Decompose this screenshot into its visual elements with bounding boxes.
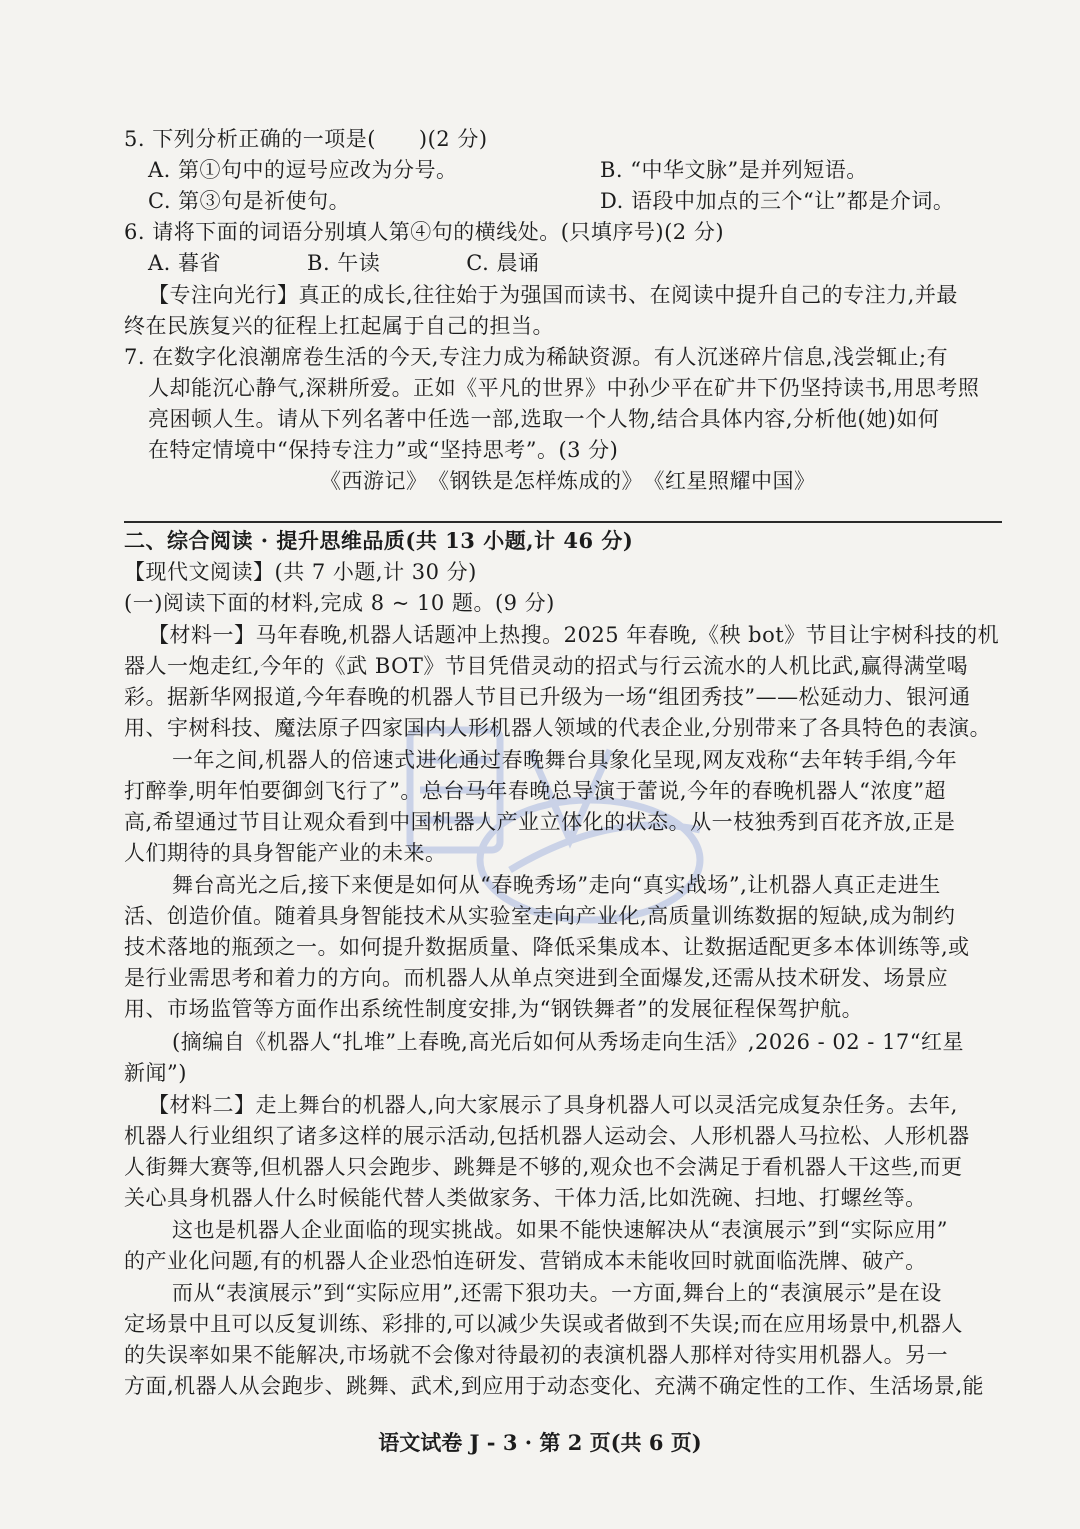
focus-line-1: 【专注向光行】真正的成长,往往始于为强国而读书、在阅读中提升自己的专注力,并最 <box>148 283 958 307</box>
q5-option-a: A. 第①句中的逗号应改为分号。 <box>148 158 458 182</box>
page-footer: 语文试卷 J - 3 · 第 2 页(共 6 页) <box>378 1430 702 1455</box>
m2-p1-line-3: 人街舞大赛等,但机器人只会跑步、跳舞是不够的,观众也不会满足于看机器人干这些,而更 <box>124 1155 963 1179</box>
m2-p2-line-2: 的产业化问题,有的机器人企业恐怕连研发、营销成本未能收回时就面临洗牌、破产。 <box>124 1249 927 1273</box>
focus-line-2: 终在民族复兴的征程上扛起属于自己的担当。 <box>124 314 554 338</box>
m1-p1-line-4: 用、宇树科技、魔法原子四家国内人形机器人领域的代表企业,分别带来了各具特色的表演。 <box>124 716 992 740</box>
q6-stem: 6. 请将下面的词语分别填人第④句的横线处。(只填序号)(2 分) <box>124 220 725 244</box>
m1-p2-line-4: 人们期待的具身智能产业的未来。 <box>124 841 447 865</box>
m1-p2-line-2: 打醉拳,明年怕要御剑飞行了”。总台马年春晚总导演于蕾说,今年的春晚机器人“浓度”超 <box>124 779 947 803</box>
m2-p1-line-2: 机器人行业组织了诸多这样的展示活动,包括机器人运动会、人形机器人马拉松、人形机器 <box>124 1124 970 1148</box>
section2-title: 二、综合阅读 · 提升思维品质(共 13 小题,计 46 分) <box>124 528 634 553</box>
m1-p1-line-2: 器人一炮走红,今年的《武 BOT》节目凭借灵动的招式与行云流水的人机比武,赢得满堂喝 <box>124 654 969 678</box>
m1-p2-line-1: 一年之间,机器人的倍速式进化通过春晚舞台具象化呈现,网友戏称“去年转手绢,今年 <box>172 748 958 772</box>
section2-part1: (一)阅读下面的材料,完成 8 ~ 10 题。(9 分) <box>124 591 555 615</box>
m2-p3-line-1: 而从“表演展示”到“实际应用”,还需下狠功夫。一方面,舞台上的“表演展示”是在设 <box>172 1281 942 1305</box>
q7-line-2: 人却能沉心静气,深耕所爱。正如《平凡的世界》中孙少平在矿井下仍坚持读书,用思考照 <box>148 376 980 400</box>
m2-p1-line-4: 关心具身机器人什么时候能代替人类做家务、干体力活,比如洗碗、扫地、打螺丝等。 <box>124 1186 927 1210</box>
q6-options: A. 暮省 B. 午读 C. 晨诵 <box>148 251 540 275</box>
m1-source-line-2: 新闻”) <box>124 1061 187 1085</box>
m1-source-line-1: (摘编自《机器人“扎堆”上春晚,高光后如何从秀场走向生活》,2026 - 02 - 17“红星 <box>172 1030 965 1054</box>
q7-line-3: 亮困顿人生。请从下列名著中任选一部,选取一个人物,结合具体内容,分析他(她)如何 <box>148 407 940 431</box>
m1-p2-line-3: 高,希望通过节目让观众看到中国机器人产业立体化的状态。从一枝独秀到百花齐放,正是 <box>124 810 956 834</box>
m2-p3-line-2: 定场景中且可以反复训练、彩排的,可以减少失误或者做到不失误;而在应用场景中,机器人 <box>124 1312 963 1336</box>
q5-option-d: D. 语段中加点的三个“让”都是介词。 <box>600 189 955 213</box>
m1-p3-line-4: 是行业需思考和着力的方向。而机器人从单点突进到全面爆发,还需从技术研发、场景应 <box>124 966 949 990</box>
m1-p1-line-3: 彩。据新华网报道,今年春晚的机器人节目已升级为一场“组团秀技”——松延动力、银河通 <box>124 685 971 709</box>
q7-line-1: 7. 在数字化浪潮席卷生活的今天,专注力成为稀缺资源。有人沉迷碎片信息,浅尝辄止;有 <box>124 345 949 369</box>
section-divider <box>124 521 1002 523</box>
q5-option-c: C. 第③句是祈使句。 <box>148 189 351 213</box>
q7-line-4: 在特定情境中“保持专注力”或“坚持思考”。(3 分) <box>148 438 619 462</box>
q7-books: 《西游记》 《钢铁是怎样炼成的》 《红星照耀中国》 <box>320 469 816 493</box>
m2-p1-line-1: 【材料二】走上舞台的机器人,向大家展示了具身机器人可以灵活完成复杂任务。去年, <box>148 1093 958 1117</box>
m1-p3-line-1: 舞台高光之后,接下来便是如何从“春晚秀场”走向“真实战场”,让机器人真正走进生 <box>172 873 941 897</box>
q5-stem: 5. 下列分析正确的一项是( )(2 分) <box>124 127 488 151</box>
m2-p3-line-3: 的失误率如果不能解决,市场就不会像对待最初的表演机器人那样对待实用机器人。另一 <box>124 1343 949 1367</box>
q5-option-b: B. “中华文脉”是并列短语。 <box>600 158 868 182</box>
m1-p3-line-5: 用、市场监管等方面作出系统性制度安排,为“钢铁舞者”的发展征程保驾护航。 <box>124 997 864 1021</box>
m1-p1-line-1: 【材料一】马年春晚,机器人话题冲上热搜。2025 年春晚,《秧 bot》节目让宇树科技的机 <box>148 623 1000 647</box>
m2-p2-line-1: 这也是机器人企业面临的现实挑战。如果不能快速解决从“表演展示”到“实际应用” <box>172 1218 948 1242</box>
m1-p3-line-2: 活、创造价值。随着具身智能技术从实验室走向产业化,高质量训练数据的短缺,成为制约 <box>124 904 956 928</box>
m1-p3-line-3: 技术落地的瓶颈之一。如何提升数据质量、降低采集成本、让数据适配更多本体训练等,或 <box>124 935 970 959</box>
section2-subtitle: 【现代文阅读】(共 7 小题,计 30 分) <box>124 560 477 584</box>
m2-p3-line-4: 方面,机器人从会跑步、跳舞、武术,到应用于动态变化、充满不确定性的工作、生活场景,能 <box>124 1374 985 1398</box>
